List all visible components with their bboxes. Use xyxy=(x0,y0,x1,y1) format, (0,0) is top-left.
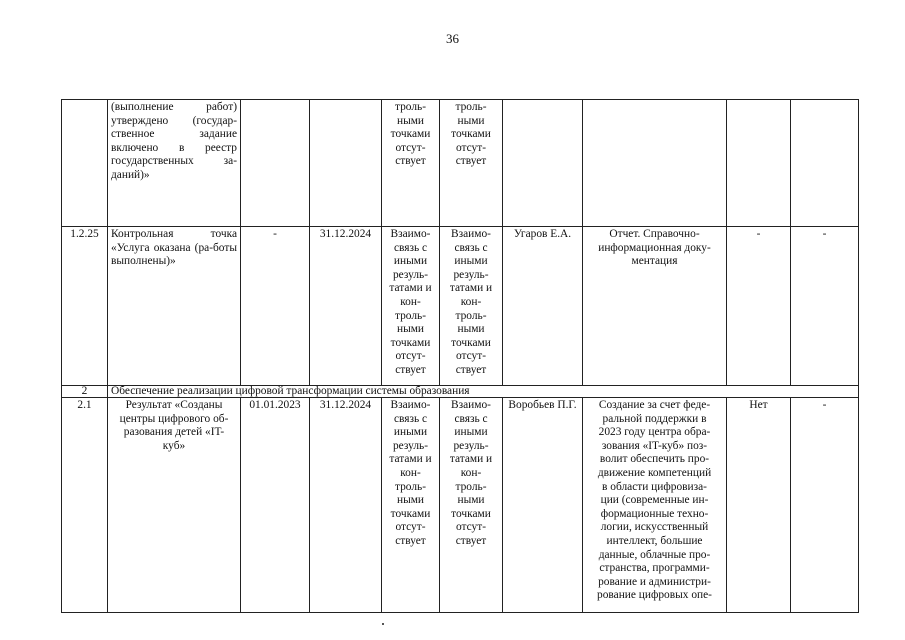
row-end-date: 31.12.2024 xyxy=(310,398,382,613)
row-end-date: 31.12.2024 xyxy=(310,227,382,386)
row-relation-predecessor: Взаимо- связь с иными резуль- татами и кон- троль- ными точками отсут- ствует xyxy=(382,398,440,613)
row-responsible xyxy=(503,100,583,227)
table-row xyxy=(62,398,859,613)
row-start-date: 01.01.2023 xyxy=(241,398,310,613)
row-result: Создание за счет феде- ральной поддержки в 2023 году центра обра- зования «IT-куб» поз- волит обеспечить про- движение компетенций в области цифровиза- ции (современные ин- формационные техно- логии, искусственный интеллект, большие данные, облачные про- странства, программи- рование и администри- рование цифровых опе- xyxy=(583,398,727,613)
section-title: Обеспечение реализации цифровой трансформации системы образования xyxy=(108,386,859,398)
row-relation-successor: Взаимо- связь с иными резуль- татами и кон- троль- ными точками отсут- ствует xyxy=(440,398,503,613)
row-number: 2.1 xyxy=(62,398,108,613)
row-responsible: Воробьев П.Г. xyxy=(503,398,583,613)
row-relation-predecessor: троль- ными точками отсут- ствует xyxy=(382,100,440,227)
row-col10: - xyxy=(791,227,859,386)
row-name: (выполнение работ) утверждено (государ-ственное задание включено в реестр государственных за-даний)» xyxy=(108,100,241,227)
row-end-date xyxy=(310,100,382,227)
row-relation-successor: троль- ными точками отсут- ствует xyxy=(440,100,503,227)
table-row xyxy=(62,227,859,386)
row-col10: - xyxy=(791,398,859,613)
row-col9: - xyxy=(727,227,791,386)
row-name: Результат «Созданы центры цифрового об- разования детей «IT- куб» xyxy=(108,398,241,613)
row-start-date xyxy=(241,100,310,227)
row-start-date: - xyxy=(241,227,310,386)
row-result: Отчет. Справочно- информационная доку- ментация xyxy=(583,227,727,386)
row-responsible: Угаров Е.А. xyxy=(503,227,583,386)
scan-speck xyxy=(382,623,384,625)
row-number xyxy=(62,100,108,227)
row-number: 1.2.25 xyxy=(62,227,108,386)
row-relation-predecessor: Взаимо- связь с иными резуль- татами и кон- троль- ными точками отсут- ствует xyxy=(382,227,440,386)
row-name: Контрольная точка «Услуга оказана (ра-боты выполнены)» xyxy=(108,227,241,386)
section-number: 2 xyxy=(62,386,108,398)
row-col10 xyxy=(791,100,859,227)
row-result xyxy=(583,100,727,227)
section-row xyxy=(62,386,859,398)
row-relation-successor: Взаимо- связь с иными резуль- татами и кон- троль- ными точками отсут- ствует xyxy=(440,227,503,386)
page-number: 36 xyxy=(446,31,459,46)
row-col9 xyxy=(727,100,791,227)
plan-table xyxy=(61,99,859,613)
row-col9: Нет xyxy=(727,398,791,613)
table-row xyxy=(62,100,859,227)
